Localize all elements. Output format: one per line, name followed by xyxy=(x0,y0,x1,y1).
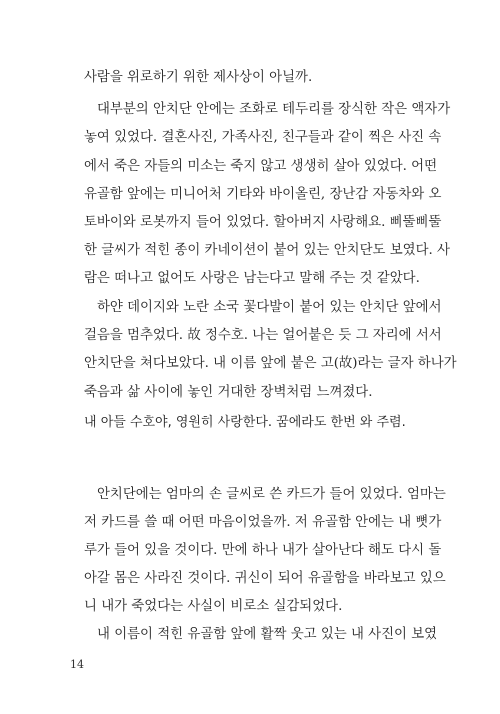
body-text-line: 내 이름이 적힌 유골함 앞에 활짝 웃고 있는 내 사진이 보였 xyxy=(97,627,438,642)
body-text-line: 아갈 몸은 사라진 것이다. 귀신이 되어 유골함을 바라보고 있으 xyxy=(84,571,446,586)
body-text-line: 안치단을 쳐다보았다. 내 이름 앞에 붙은 고(故)라는 글자 하나가 xyxy=(84,356,457,371)
body-text-line: 저 카드를 쓸 때 어떤 마음이었을까. 저 유골함 안에는 내 뼛가 xyxy=(84,515,442,530)
body-text-line: 하얀 데이지와 노란 소국 꽃다발이 붙어 있는 안치단 앞에서 xyxy=(97,300,442,315)
body-text-line: 한 글씨가 적힌 종이 카네이션이 붙어 있는 안치단도 보였다. 사 xyxy=(84,243,450,258)
body-text-line: 대부분의 안치단 안에는 조화로 테두리를 장식한 작은 액자가 xyxy=(97,102,451,117)
body-text-line: 사람을 위로하기 위한 제사상이 아닐까. xyxy=(84,70,313,85)
body-text-line: 놓여 있었다. 결혼사진, 가족사진, 친구들과 같이 찍은 사진 속 xyxy=(84,130,442,145)
body-text-line: 걸음을 멈추었다. 故 정수호. 나는 얼어붙은 듯 그 자리에 서서 xyxy=(84,328,442,343)
body-text-line: 토바이와 로봇까지 들어 있었다. 할아버지 사랑해요. 삐뚤삐뚤 xyxy=(84,215,442,230)
body-text-line: 에서 죽은 자들의 미소는 죽지 않고 생생히 살아 있었다. 어떤 xyxy=(84,159,438,174)
page-number: 14 xyxy=(70,658,84,671)
quoted-note: 내 아들 수호야, 영원히 사랑한다. 꿈에라도 한번 와 주렴. xyxy=(84,415,406,430)
body-text-line: 니 내가 죽었다는 사실이 비로소 실감되었다. xyxy=(84,599,343,614)
body-text-line: 죽음과 삶 사이에 놓인 거대한 장벽처럼 느껴졌다. xyxy=(84,385,373,400)
body-text-line: 유골함 앞에는 미니어처 기타와 바이올린, 장난감 자동차와 오 xyxy=(84,187,442,202)
body-text-line: 안치단에는 엄마의 손 글씨로 쓴 카드가 들어 있었다. 엄마는 xyxy=(97,487,446,502)
body-text-line: 람은 떠나고 없어도 사랑은 남는다고 말해 주는 것 같았다. xyxy=(84,271,420,286)
body-text-line: 루가 들어 있을 것이다. 만에 하나 내가 살아난다 해도 다시 돌 xyxy=(84,543,442,558)
